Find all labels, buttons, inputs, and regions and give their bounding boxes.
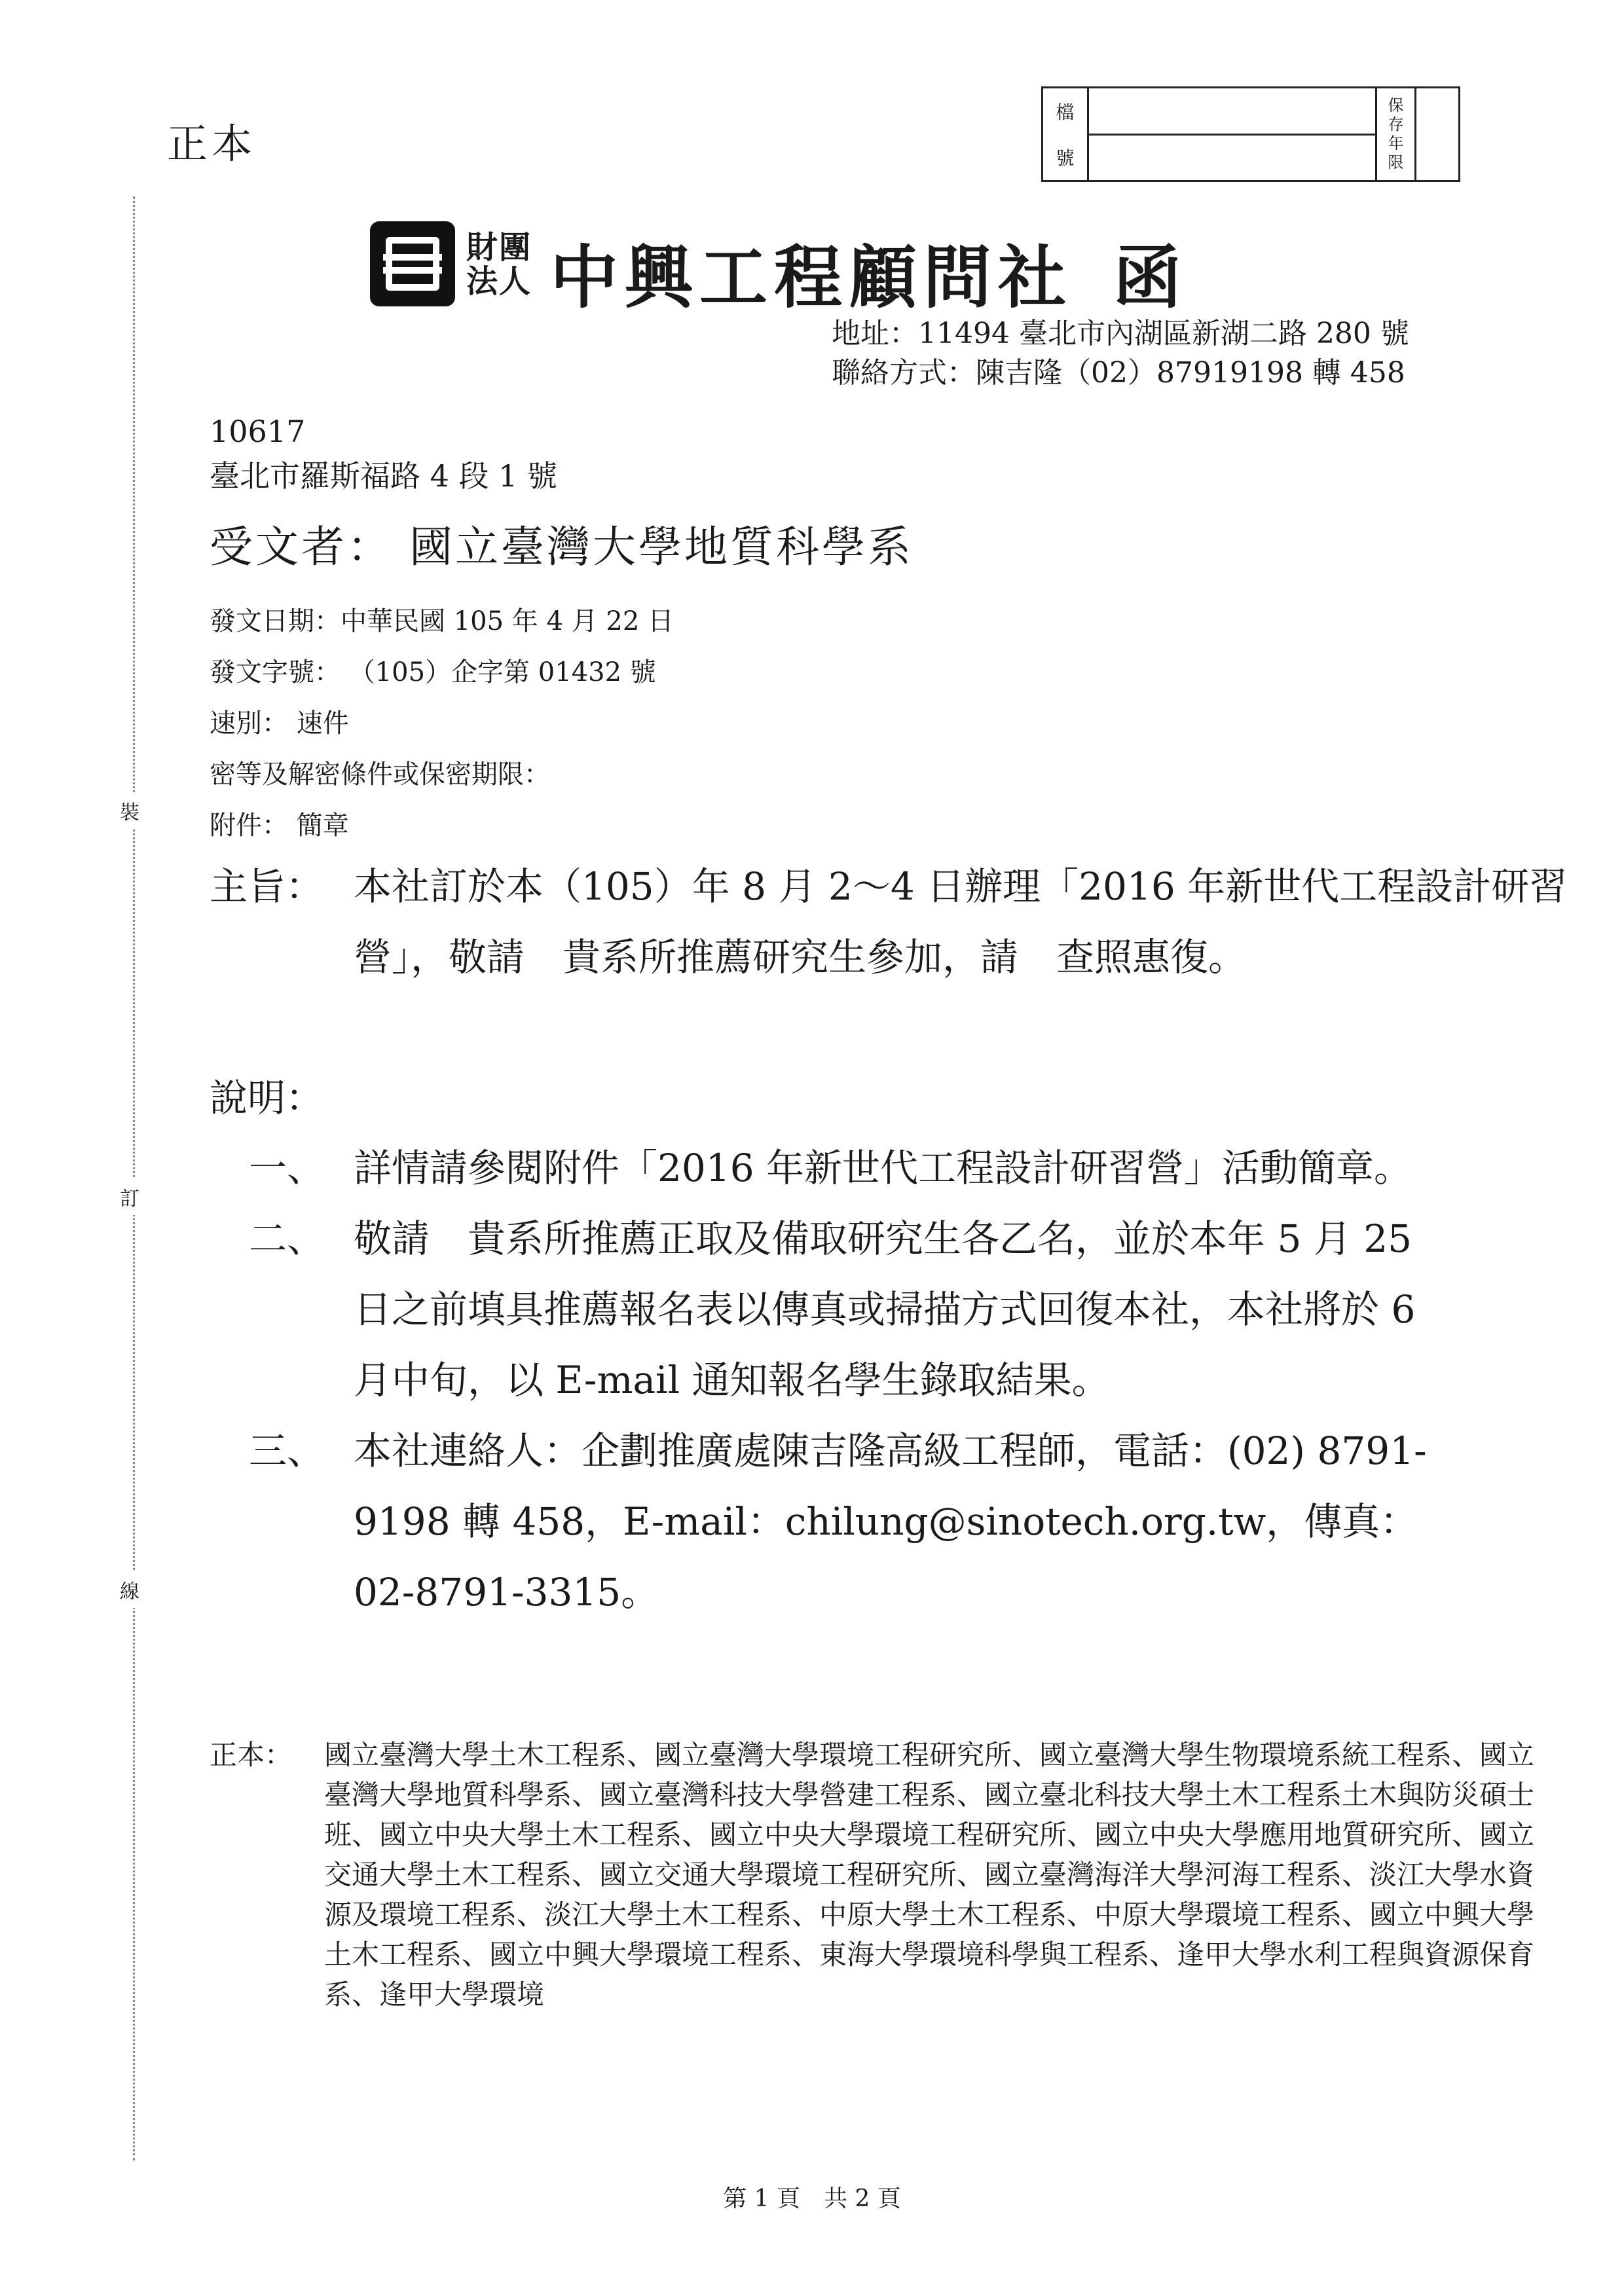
cc-text: 國立臺灣大學土木工程系、國立臺灣大學環境工程研究所、國立臺灣大學生物環境系統工程系、國立臺灣大學地質科學系、國立臺灣科技大學營建工程系、國立臺北科技大學土木工程系土木與防災碩士班、國立中央大學土木工程系、國立中央大學環境工程研究所、國立中央大學應用地質研究所、國立交通大學土木工程系、國立交通大學環境工程研究所、國立臺灣海洋大學河海工程系、淡江大學水資源及環境工程系、淡江大學土木工程系、中原大學土木工程系、中原大學環境工程系、國立中興大學土木工程系、國立中興大學環境工程系、東海大學環境科學與工程系、逢甲大學水利工程與資源保育系、逢甲大學環境 [324,1739,1535,2011]
sender-contact: 聯絡方式：陳吉隆（02）87919198 轉 458 [832,356,1405,390]
speed-class: 速別： 速件 [210,708,349,738]
org-prefix: 財團 法人 [466,229,532,300]
archive-file-field [1089,88,1377,180]
subject-text: 本社訂於本（105）年 8 月 2～4 日辦理「2016 年新世代工程設計研習營」，敬請 貴系所推薦研究生參加，請 查照惠復。 [354,864,1568,979]
archive-file-label: 檔 號 [1043,88,1089,180]
binding-mark-bottom: 線 [120,1571,139,1608]
attachment: 附件： 簡章 [210,811,349,841]
archive-retention-field [1416,88,1458,180]
page-number: 第 1 頁 共 2 頁 [723,2185,901,2212]
issue-number: 發文字號： （105）企字第 01432 號 [210,657,656,687]
org-name: 中興工程顧問社 [550,238,1073,318]
copy-mark: 正本 [167,120,257,168]
binding-mark-middle: 訂 [120,1178,139,1215]
sender-address: 地址：11494 臺北市內湖區新湖二路 280 號 [832,317,1409,350]
sender-info [832,314,1409,393]
cc-label: 正本： [210,1739,293,1771]
recipient-street: 臺北市羅斯福路 4 段 1 號 [210,458,558,494]
carbon-copy [210,1735,1536,2014]
recipient-zip: 10617 [210,414,306,449]
binding-mark-top: 裝 [120,792,139,829]
receiver: 受文者： 國立臺灣大學地質科學系 [210,522,913,572]
security-class: 密等及解密條件或保密期限： [210,759,550,790]
document-meta [210,596,674,851]
subject-label: 主旨： [210,864,324,909]
subject [210,851,1585,993]
list-item: 一、 詳情請參閱附件「2016 年新世代工程設計研習營」活動簡章。 [249,1146,1412,1190]
org-logo-icon [370,221,455,306]
issue-date: 發文日期：中華民國 105 年 4 月 22 日 [210,606,674,636]
archive-box [1041,86,1460,182]
archive-retention-label: 保 存 年 限 [1377,88,1416,180]
list-item: 三、 本社連絡人：企劃推廣處陳吉隆高級工程師，電話：(02) 8791-9198 轉 458，E-mail：chilung@sinotech.org.tw，傳真：02-8791-3315。 [249,1429,1427,1614]
recipient-address [210,409,557,498]
list-item: 二、 敬請 貴系所推薦正取及備取研究生各乙名，並於本年 5 月 25 日之前填具推薦報名表以傳真或掃描方式回復本社，本社將於 6 月中旬，以 E-mail 通知報名學生錄取結果。 [249,1216,1416,1402]
explanation-items [249,1133,1441,1628]
doc-type: 函 [1113,238,1182,318]
explanation-label: 說明： [210,1076,324,1120]
